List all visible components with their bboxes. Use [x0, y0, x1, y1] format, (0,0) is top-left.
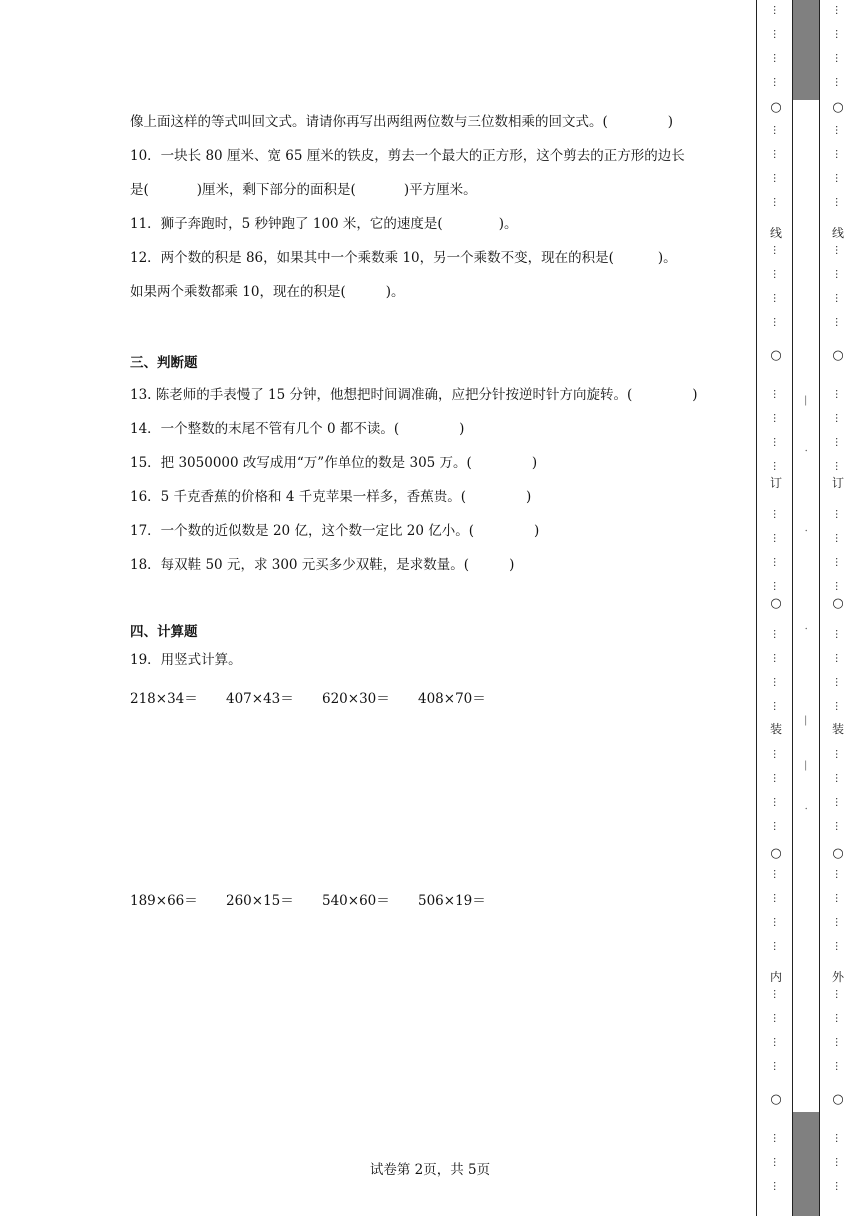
binding-dots: …	[833, 317, 844, 327]
binding-dots: …	[771, 1133, 782, 1143]
binding-dots: …	[833, 917, 844, 927]
binding-dots: …	[771, 1061, 782, 1071]
binding-dots: …	[833, 773, 844, 783]
circle-mark: ○	[832, 596, 844, 611]
binding-dots: …	[833, 389, 844, 399]
binding-dots: …	[771, 461, 782, 471]
binding-dots: …	[771, 869, 782, 879]
circle-mark: ○	[770, 348, 782, 363]
binding-dots: …	[833, 629, 844, 639]
binding-dots: …	[771, 317, 782, 327]
binding-dots: …	[833, 5, 844, 15]
circle-mark: ○	[832, 348, 844, 363]
calc-item: 506×19＝	[418, 893, 486, 909]
binding-dots: …	[771, 293, 782, 303]
binding-dots: …	[771, 653, 782, 663]
binding-dots: …	[833, 1181, 844, 1191]
binding-dots: …	[833, 653, 844, 663]
binding-dots: …	[833, 821, 844, 831]
binding-dots: …	[771, 773, 782, 783]
question-16: 16．5 千克香蕉的价格和 4 千克苹果一样多，香蕉贵。( )	[130, 489, 532, 505]
binding-dots: …	[833, 173, 844, 183]
binding-dots: …	[833, 869, 844, 879]
binding-dots: …	[771, 629, 782, 639]
question-12-line1: 12．两个数的积是 86，如果其中一个乘数乘 10，另一个乘数不变，现在的积是( )。	[130, 250, 677, 266]
binding-dots: …	[833, 749, 844, 759]
binding-dots: …	[833, 1013, 844, 1023]
binding-dots: …	[833, 437, 844, 447]
binding-dots: …	[833, 125, 844, 135]
binding-dots: …	[771, 749, 782, 759]
binding-dots: …	[771, 557, 782, 567]
binding-dots: …	[833, 197, 844, 207]
binding-dots: …	[771, 677, 782, 687]
binding-dots: …	[833, 245, 844, 255]
info-line-mark: ·	[799, 528, 813, 533]
binding-dots: …	[833, 941, 844, 951]
inner-binding-column	[768, 0, 784, 1216]
binding-dots: …	[833, 53, 844, 63]
binding-dots: …	[833, 581, 844, 591]
question-19: 19．用竖式计算。	[130, 652, 242, 668]
binding-label: 装	[769, 722, 782, 736]
binding-dots: …	[833, 293, 844, 303]
question-14: 14．一个整数的末尾不管有几个 0 都不读。( )	[130, 421, 465, 437]
binding-dots: …	[771, 245, 782, 255]
binding-dots: …	[833, 557, 844, 567]
binding-dots: …	[771, 509, 782, 519]
circle-mark: ○	[770, 596, 782, 611]
binding-dots: …	[833, 509, 844, 519]
binding-dots: …	[833, 701, 844, 711]
binding-dots: …	[771, 581, 782, 591]
binding-dots: …	[833, 269, 844, 279]
binding-label: 线	[831, 226, 844, 240]
binding-dots: …	[833, 1061, 844, 1071]
circle-mark: ○	[770, 100, 782, 115]
circle-mark: ○	[770, 846, 782, 861]
question-11: 11．狮子奔跑时，5 秒钟跑了 100 米，它的速度是( )。	[130, 216, 518, 232]
binding-label: 订	[769, 476, 782, 490]
calc-item: 620×30＝	[322, 691, 390, 707]
question-13: 13. 陈老师的手表慢了 15 分钟，他想把时间调准确，应把分针按逆时针方向旋转。( )	[130, 387, 698, 403]
binding-dots: …	[833, 989, 844, 999]
calc-item: 408×70＝	[418, 691, 486, 707]
info-line-mark: ·	[799, 626, 813, 631]
outer-binding-column	[830, 0, 846, 1216]
binding-dots: …	[771, 53, 782, 63]
question-18: 18．每双鞋 50 元，求 300 元买多少双鞋，是求数量。( )	[130, 557, 515, 573]
binding-dots: …	[833, 1157, 844, 1167]
binding-dots: …	[771, 437, 782, 447]
calc-row-2	[130, 889, 514, 909]
binding-label: 内	[769, 970, 782, 984]
binding-dots: …	[833, 1037, 844, 1047]
section-judgement	[130, 346, 740, 582]
calc-item: 189×66＝	[130, 893, 198, 909]
binding-dots: …	[833, 677, 844, 687]
binding-dots: …	[771, 533, 782, 543]
question-12-line2: 如果两个乘数都乘 10，现在的积是( )。	[130, 284, 405, 300]
binding-dots: …	[833, 413, 844, 423]
binding-label: 线	[769, 226, 782, 240]
question-15: 15．把 3050000 改写成用“万”作单位的数是 305 万。( )	[130, 455, 538, 471]
binding-dots: …	[771, 1013, 782, 1023]
binding-dots: …	[771, 989, 782, 999]
binding-dots: …	[771, 1181, 782, 1191]
binding-dots: …	[771, 941, 782, 951]
info-line-mark: —	[799, 760, 813, 771]
binding-label: 装	[831, 722, 844, 736]
calc-row-1	[130, 687, 514, 707]
binding-dots: …	[833, 77, 844, 87]
question-10-line2: 是( )厘米，剩下部分的面积是( )平方厘米。	[130, 182, 477, 198]
binding-dots: …	[833, 1133, 844, 1143]
info-line-mark: ·	[799, 806, 813, 811]
binding-rule-mid-right	[819, 0, 820, 1216]
calc-item: 218×34＝	[130, 691, 198, 707]
binding-dots: …	[771, 173, 782, 183]
info-line-mark: —	[799, 715, 813, 726]
binding-dots: …	[771, 149, 782, 159]
calc-item: 540×60＝	[322, 893, 390, 909]
binding-dots: …	[771, 5, 782, 15]
binding-dots: …	[771, 1157, 782, 1167]
binding-rule-mid-left	[792, 0, 793, 1216]
binding-margin	[756, 0, 860, 1216]
question-17: 17．一个数的近似数是 20 亿，这个数一定比 20 亿小。( )	[130, 523, 540, 539]
question-10-line1: 10．一块长 80 厘米、宽 65 厘米的铁皮，剪去一个最大的正方形，这个剪去的正方形的边长	[130, 148, 685, 164]
circle-mark: ○	[832, 1092, 844, 1107]
circle-mark: ○	[832, 100, 844, 115]
binding-dots: …	[771, 1037, 782, 1047]
circle-mark: ○	[832, 846, 844, 861]
binding-dots: …	[771, 821, 782, 831]
binding-rule-left	[756, 0, 757, 1216]
binding-label: 订	[831, 476, 844, 490]
page-footer: 试卷第 2页，共 5页	[369, 1162, 491, 1178]
section-calculation	[130, 618, 740, 674]
info-line-mark: —	[799, 395, 813, 406]
calc-item: 260×15＝	[226, 893, 294, 909]
binding-dots: …	[771, 413, 782, 423]
section-4-title: 四、计算题	[130, 624, 198, 640]
binding-dots: …	[771, 917, 782, 927]
question-9-tail: 像上面这样的等式叫回文式。请请你再写出两组两位数与三位数相乘的回文式。( )	[130, 114, 674, 130]
section-3-title: 三、判断题	[130, 355, 198, 371]
binding-dots: …	[833, 533, 844, 543]
binding-dots: …	[771, 269, 782, 279]
questions-9-12	[130, 105, 740, 309]
binding-dots: …	[833, 893, 844, 903]
binding-dots: …	[771, 197, 782, 207]
binding-dots: …	[833, 29, 844, 39]
info-line-mark: ·	[799, 448, 813, 453]
binding-dots: …	[771, 701, 782, 711]
binding-dots: …	[771, 389, 782, 399]
binding-dots: …	[833, 149, 844, 159]
binding-dots: …	[771, 797, 782, 807]
binding-dots: …	[771, 893, 782, 903]
circle-mark: ○	[770, 1092, 782, 1107]
binding-dots: …	[771, 125, 782, 135]
calc-item: 407×43＝	[226, 691, 294, 707]
binding-dots: …	[771, 29, 782, 39]
binding-label: 外	[831, 970, 844, 984]
binding-dots: …	[833, 461, 844, 471]
binding-dots: …	[771, 77, 782, 87]
binding-student-info-column	[798, 0, 814, 1216]
binding-dots: …	[833, 797, 844, 807]
